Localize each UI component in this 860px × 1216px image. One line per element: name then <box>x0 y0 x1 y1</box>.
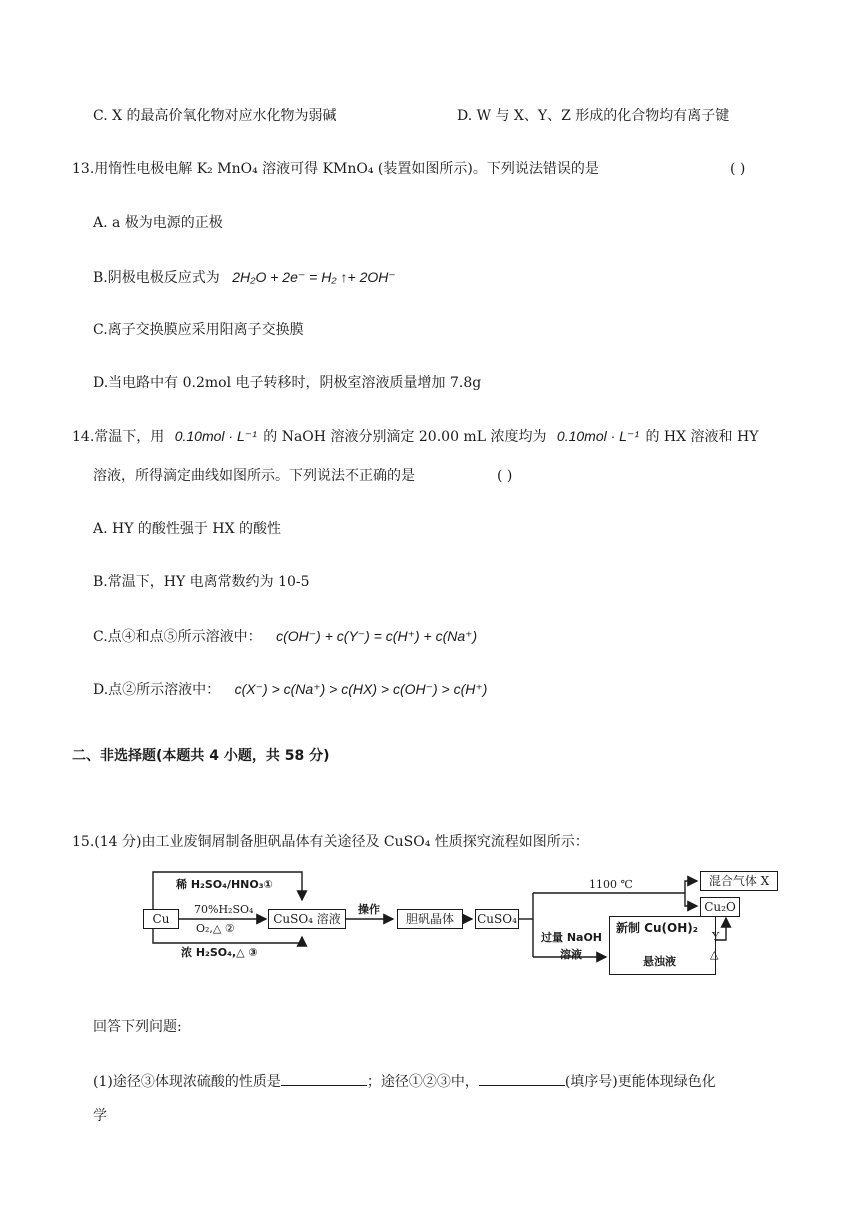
q12-option-c: C. X 的最高价氧化物对应水化物为弱碱 <box>93 108 337 124</box>
q13-option-b-text: B.阴极电极反应式为 <box>93 270 220 286</box>
q12-option-d: D. W 与 X、Y、Z 形成的化合物均有离子键 <box>457 108 730 124</box>
q13-stem: 13.用惰性电极电解 K₂ MnO₄ 溶液可得 KMnO₄ (装置如图所示)。下列说法错误的是 <box>72 161 599 177</box>
cuso4-solution-box: CuSO₄ 溶液 <box>268 909 346 929</box>
reagent-y-label: Y <box>712 930 720 943</box>
q14-stem-line2: 溶液，所得滴定曲线如图所示。下列说法不正确的是 <box>93 468 415 484</box>
q14-answer-bracket: ( ) <box>497 468 513 484</box>
q14-concentration-acid: 0.10mol · L⁻¹ <box>556 428 639 444</box>
q15-answer-intro: 回答下列问题: <box>93 1019 182 1035</box>
q14-concentration-naoh: 0.10mol · L⁻¹ <box>174 428 257 444</box>
q15-sub1-part1: (1)途径③体现浓硫酸的性质是 <box>93 1074 281 1090</box>
route1-label: 稀 H₂SO₄/HNO₃① <box>176 878 273 891</box>
q14-option-d-formula: c(X⁻) > c(Na⁺) > c(HX) > c(OH⁻) > c(H⁺) <box>234 681 488 697</box>
section-heading: 二、非选择题(本题共 4 小题，共 58 分) <box>72 748 330 764</box>
q14-stem-part2: 的 NaOH 溶液分别滴定 20.00 mL 浓度均为 <box>263 429 547 445</box>
q14-stem-part1: 14.常温下，用 <box>72 429 165 445</box>
naoh-label: 过量 NaOH <box>541 931 603 944</box>
q13-option-b-formula: 2H₂O + 2e⁻ = H₂ ↑+ 2OH⁻ <box>232 269 396 285</box>
gas-x-box: 混合气体 X <box>700 871 778 891</box>
q14-option-b: B.常温下，HY 电离常数约为 10-5 <box>93 574 310 590</box>
cuoh2-label: 新制 Cu(OH)₂ <box>616 921 698 935</box>
answer-blank-1[interactable] <box>281 1069 367 1086</box>
q15-sub1-part3: (填序号)更能体现绿色化 <box>564 1074 716 1090</box>
cu-box: Cu <box>143 909 179 929</box>
q14-stem-part3: 的 HX 溶液和 HY <box>645 429 759 445</box>
cuoh2-box <box>609 916 719 975</box>
heat-label: △ <box>710 948 719 961</box>
route2-conditions: O₂,△ ② <box>196 922 235 935</box>
cu2o-box: Cu₂O <box>700 897 740 917</box>
answer-blank-2[interactable] <box>479 1069 565 1086</box>
q14-option-c-formula: c(OH⁻) + c(Y⁻) = c(H⁺) + c(Na⁺) <box>276 628 478 644</box>
route3-label: 浓 H₂SO₄,△ ③ <box>181 946 258 959</box>
q13-option-a: A. a 极为电源的正极 <box>93 215 223 231</box>
q13-option-c: C.离子交换膜应采用阳离子交换膜 <box>93 322 304 338</box>
crystal-box: 胆矾晶体 <box>397 909 463 929</box>
cuso4-box: CuSO₄ <box>475 909 519 929</box>
q15-sub1-line1 <box>93 1069 716 1092</box>
q15-sub1-part2: ；途径①②③中， <box>366 1074 479 1090</box>
q14-option-a: A. HY 的酸性强于 HX 的酸性 <box>93 521 281 537</box>
naoh-solution-label: 溶液 <box>560 948 582 961</box>
temperature-label: 1100 ℃ <box>589 878 633 891</box>
q13-option-d: D.当电路中有 0.2mol 电子转移时，阴极室溶液质量增加 7.8g <box>93 375 482 391</box>
route2-reagent: 70%H₂SO₄ <box>194 903 254 916</box>
q14-option-d-text: D.点②所示溶液中： <box>93 682 221 698</box>
operation-label: 操作 <box>358 903 380 916</box>
q14-option-c-text: C.点④和点⑤所示溶液中： <box>93 629 262 645</box>
q15-stem: 15.(14 分)由工业废铜屑制备胆矾晶体有关途径及 CuSO₄ 性质探究流程如图所示： <box>72 834 589 850</box>
suspension-label: 悬浊液 <box>643 955 676 968</box>
q13-answer-bracket: ( ) <box>730 161 746 177</box>
q15-sub1-line2: 学 <box>93 1108 107 1124</box>
